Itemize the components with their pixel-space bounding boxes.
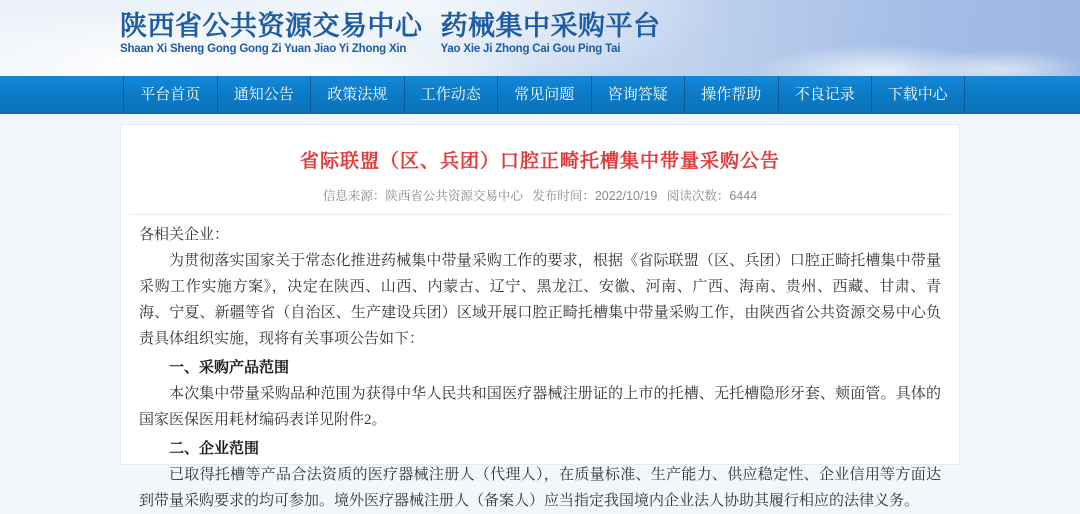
brand-right-title: 药械集中采购平台 xyxy=(440,11,661,41)
brand-right-pinyin: Yao Xie Ji Zhong Cai Gou Ping Tai xyxy=(440,43,621,55)
nav-item-home[interactable]: 平台首页 xyxy=(123,76,217,113)
content-card xyxy=(120,124,960,509)
brand-left-title: 陕西省公共资源交易中心 xyxy=(120,11,423,41)
article-paragraph: 本次集中带量采购品种范围为获得中华人民共和国医疗器械注册证的上市的托槽、无托槽隐形牙套、颊面管。具体的国家医保医用耗材编码表详见附件2。 xyxy=(139,386,941,428)
nav-item-notices[interactable]: 通知公告 xyxy=(217,76,311,113)
nav-item-bad-records[interactable]: 不良记录 xyxy=(778,76,872,113)
nav-item-help[interactable]: 操作帮助 xyxy=(684,76,778,113)
meta-publish-time: 发布时间：2022/10/19 xyxy=(532,189,658,203)
nav-item-consultation[interactable]: 咨询答疑 xyxy=(591,76,685,113)
site-brand xyxy=(0,0,1080,56)
brand-right xyxy=(441,11,661,56)
article-paragraph: 各相关企业： xyxy=(139,227,230,243)
section-heading: 一、采购产品范围 xyxy=(169,360,290,376)
meta-source: 信息来源：陕西省公共资源交易中心 xyxy=(322,189,523,203)
main-nav-list xyxy=(123,76,1080,113)
meta-views: 阅读次数：6444 xyxy=(666,189,758,203)
article-meta xyxy=(121,186,959,204)
section-heading: 二、企业范围 xyxy=(169,441,260,457)
nav-item-policies[interactable]: 政策法规 xyxy=(310,76,404,113)
article-title: 省际联盟（区、兵团）口腔正畸托槽集中带量采购公告 xyxy=(299,151,780,172)
brand-left xyxy=(120,11,423,56)
main-nav xyxy=(0,76,1080,114)
brand-left-pinyin: Shaan Xi Sheng Gong Gong Zi Yuan Jiao Yi Zhong Xin xyxy=(120,43,407,55)
article-paragraph: 已取得托槽等产品合法资质的医疗器械注册人（代理人），在质量标准、生产能力、供应稳定性、企业信用等方面达到带量采购要求的均可参加。境外医疗器械注册人（备案人）应当指定我国境内企业法人协助其履行相应的法律义务。 xyxy=(139,467,941,509)
site-banner xyxy=(0,0,1080,76)
article-paragraph: 为贯彻落实国家关于常态化推进药械集中带量采购工作的要求，根据《省际联盟（区、兵团）口腔正畸托槽集中带量采购工作实施方案》，决定在陕西、山西、内蒙古、辽宁、黑龙江、安徽、河南、广西、海南、贵州、西藏、甘肃、青海、宁夏、新疆等省（自治区、生产建设兵团）区域开展口腔正畸托槽集中带量采购工作，由陕西省公共资源交易中心负责具体组织实施，现将有关事项公告如下： xyxy=(139,253,941,347)
article-body xyxy=(121,215,959,514)
nav-item-faq[interactable]: 常见问题 xyxy=(497,76,591,113)
nav-item-work-news[interactable]: 工作动态 xyxy=(404,76,498,113)
nav-item-download-center[interactable]: 下载中心 xyxy=(871,76,965,113)
